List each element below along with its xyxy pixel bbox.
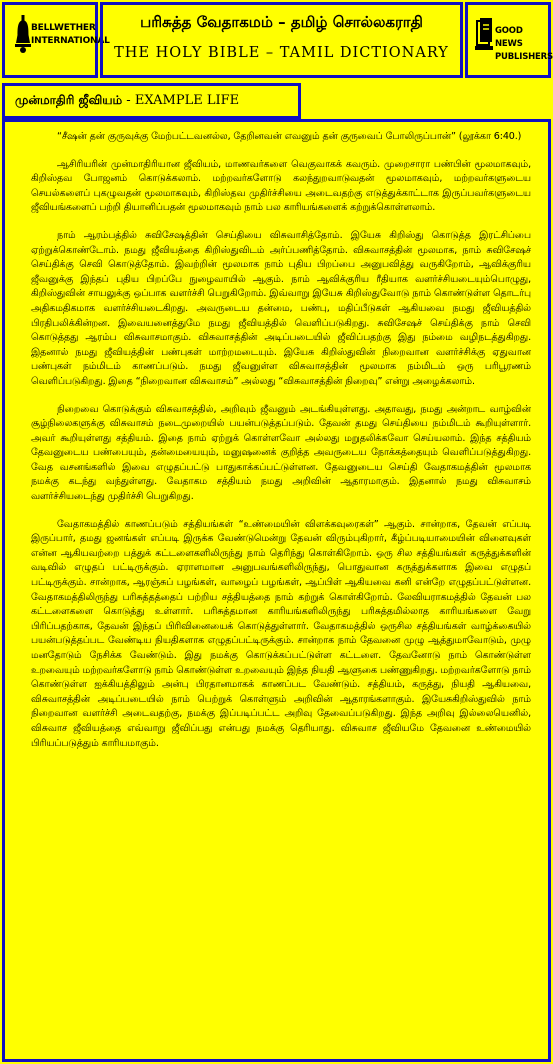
- title-english: THE HOLY BIBLE – TAMIL DICTIONARY: [114, 45, 449, 61]
- scripture-quote: “சீஷன் தன் குருவுக்கு மேற்பட்டவனல்ல, தேறினவன் எவனும் தன் குருவைப் போலிருப்பான்” (லூக்கா 6:40.): [57, 131, 522, 142]
- section-title-english: EXAMPLE LIFE: [134, 93, 240, 108]
- good-news-logo-line2: PUBLISHERS: [495, 52, 553, 62]
- paragraph-4: வேதாகமத்தில் காணப்படும் சத்தியங்கள் “உண்மையின் விளக்கவுரைகள்” ஆகும். சான்றாக, தேவன் எப்படி இருப்பார், தமது ஜனங்கள் எப்படி இருக்க வேண்டுமென்று தேவன் விரும்புகிறார், கீழ்ப்படியாமையின் விளைவுகள் என்ன ஆகியவற்றை பத்துக் கட்டளைகளிலிருந்து நாம் தெரிந்து கொள்கிறோம். ஒரு சில சத்தியங்கள் கருத்துக்களின் வடிவில் எழுதப் பட்டிருக்கும். ஏராளமான அனுபவங்களிலிருந்து, பொதுவான கருத்துக்களாக இவை எழுதப் பட்டிருக்கும். சான்றாக, ஆரஞ்சுப் பழங்கள், வாழைப் பழங்கள், ஆப்பிள் ஆகியவை கனி என்றே எழுதப்பட்டுள்ளன. வேதாகமத்திலிருந்து பரிசுத்தத்தைப் பற்றிய சத்தியத்தை நாம் கற்றுக் கொள்கிறோம். லேவியராகமத்தில் தேவன் பல கட்டளைகளை கொடுத்து உள்ளார். பரிசுத்தமான காரியங்களிலிருந்து பரிசுத்தமில்லாத காரியங்களை வேறு பிரிப்பதற்காக, தேவன் இந்தப் பிரிவினையைக் கொடுத்துள்ளார். வேதாகமத்தில் ஒருசில சத்தியங்கள் வாழ்க்கையில் பயன்படுத்தப்பட வேண்டிய நியதிகளாக எழுதப்பட்டிருக்கும். சான்றாக நாம் தேவனை முழு ஆத்துமாவோடும், முழு மனதோடும் நேசிக்க வேண்டும். இது நமக்கு கொடுக்கப்பட்டுள்ள கட்டளை. தேவனோடு நாம் கொண்டுள்ள உறவையும் மற்றவர்களோடு நாம் கொண்டுள்ள உறவையும் இந்த நியதி ஆளுகை பண்ணுகிறது. மற்றவர்களோடு நாம் கொண்டுள்ள ஐக்கியத்திலும் அன்பு பிரதானமாகக் காணப்பட வேண்டும். சத்தியம், கருத்து, நியதி ஆகியவை, விசுவாசத்தின் அடிப்படையில் நாம் பெற்றுக் கொள்ளும் அறிவின் ஆதாரங்களாகும். இயேசுகிறிஸ்துவில் நாம் நிறைவான வளர்ச்சி அடைவதற்கு, நமக்கு இப்படிப்பட்ட அறிவு தேவைப்படுகிறது. இந்த அறிவு இல்லையெனில், விசுவாச ஜீவியத்தை எவ்வாறு ஜீவிப்பது என்பது நமக்கு தெரியாது. விசுவாச ஜீவியமே தேவனை உண்மையில் பிரியப்படுத்தும் காரியமாகும்.: [31, 518, 531, 749]
- title-panel: [100, 2, 463, 78]
- article-body: [2, 119, 551, 1062]
- section-title-sep: -: [122, 93, 135, 108]
- bellwether-logo-line2: INTERNATIONAL: [31, 36, 110, 46]
- page-header: [2, 2, 551, 78]
- bellwether-logo: [2, 2, 110, 78]
- good-news-logo-line1: GOOD NEWS: [495, 26, 523, 49]
- title-tamil: பரிசுத்த வேதாகமம் – தமிழ் சொல்லகராதி: [140, 13, 423, 31]
- bell-icon: [15, 15, 31, 55]
- good-news-logo: [465, 2, 551, 78]
- paragraph-1: ஆசிரியரின் முன்மாதிரியான ஜீவியம், மாணவர்களை வெகுவாகக் கவரும். முறைசாரா பண்பின் மூலமாகவும், கிறிஸ்தவ போஜனம் கொடுக்கலாம். மற்றவர்களோடு கலந்துறவாடுவதன் மூலமாகவும், மற்றவர்களுடைய செயல்களைப் புகழுவதன் மூலமாகவும், கிறிஸ்தவ முதிர்ச்சியை அடைவதற்கு எடுத்துக்காட்டாக இருப்பவர்களுடைய ஜீவியங்களைப் பற்றி தியானிப்பதன் மூலமாகவும் நாம் பல காரியங்களைக் கற்றுக்கொள்ளலாம்.: [31, 158, 531, 214]
- paragraph-2: நாம் ஆரம்பத்தில் சுவிசேஷத்தின் செய்தியை விசுவாசித்தோம். இயேசு கிறிஸ்து கொடுத்த இரட்சிப்பை ஏற்றுக்கொண்டோம். நமது ஜீவியத்தை கிறிஸ்துவிடம் அர்ப்பணித்தோம். விசுவாசத்தின் மூலமாக, நாம் சுவிசேஷச் செய்திக்கு செவி கொடுத்தோம். இவற்றின் மூலமாக நாம் புதிய பிறப்பை அனுபவித்து வருகிறோம், ஆவிக்குரிய ஜீவனுக்கு இந்தப் புதிய பிறப்பே நுழைவாயில் ஆகும். நாம் ஆவிக்குரிய ரீதியாக வளர்ச்சியடையும்பொழுது, கிறிஸ்துவின் சாயலுக்கு ஒப்பாக வளர்ச்சி பெறுகிறோம். இவ்வாறு இயேசு கிறிஸ்துவோடு நாம் கொண்டுள்ள தொடர்பு அதிகமதிகமாக வளர்ச்சியடைகிறது. அவருடைய தன்மை, பண்பு, மதிப்பீடுகள் ஆகியவை நமது ஜீவியத்தில் பிரதிபலிக்கின்றன. இவையனைத்துமே நமது ஜீவியத்தில் வெளிப்படுகிறது. சுவிசேஷச் செய்திக்கு நாம் செவி கொடுத்தது ஆரம்ப விசுவாசமாகும். விசுவாசத்தின் அடிப்படையில் ஜீவிப்பதற்கு இது நம்மை வழிநடத்துகிறது. இதனால் நமது ஜீவியத்தின் பண்புகள் மாற்றமடையும். இயேசு கிறிஸ்துவின் நிறைவான வளர்ச்சிக்கு ஏதுவான பண்புகள் நம்மிடம் காணப்படும். நமது ஜீவனுள்ள விசுவாசத்தின் மூலமாக நம்மிடம் ஒரு பரிபூரணம் வெளிப்படுகிறது. இதை “நிறைவான விசுவாசம்” அல்லது “விசுவாசத்தின் நிறைவு” என்று அழைக்கலாம்.: [31, 229, 531, 387]
- paragraph-3: நிறைவை கொடுக்கும் விசுவாசத்தில், அறிவும் ஜீவனும் அடங்கியுள்ளது. அதாவது, நமது அன்றாட வாழ்வின் சூழ்நிலைகளுக்கு விசுவாசம் நடைமுறையில் பயன்படுத்தப்படும். தேவன் தமது செய்தியை நம்மிடம் கூறியுள்ளார். அவர் கூறியுள்ளது சத்தியம். இதை நாம் ஏற்றுக் கொள்ளவோ அல்லது மறுதலிக்கவோ செய்யலாம். இந்த சத்தியம் தேவனுடைய பண்பையும், தன்மையையும், மனுஷனைக் குறித்த அவருடைய நோக்கத்தையும் வெளிப்படுத்துகிறது. வேத வசனங்களில் இவை எழுதப்பட்டு பாதுகாக்கப்பட்டுள்ளன. தேவனுடைய செய்தி வேதாகமத்தின் மூலமாக நமக்கு கடந்து வந்துள்ளது. வேதாகம சத்தியம் நமது அறிவின் ஆதாரமாகும். இதனால் நமது விசுவாசம் வளர்ச்சியடைந்து முதிர்ச்சி பெறுகிறது.: [31, 403, 531, 503]
- book-icon: [475, 17, 493, 51]
- bellwether-logo-line1: BELLWETHER: [31, 23, 96, 33]
- section-title-tamil: முன்மாதிரி ஜீவியம்: [15, 93, 123, 107]
- section-heading: [2, 83, 301, 119]
